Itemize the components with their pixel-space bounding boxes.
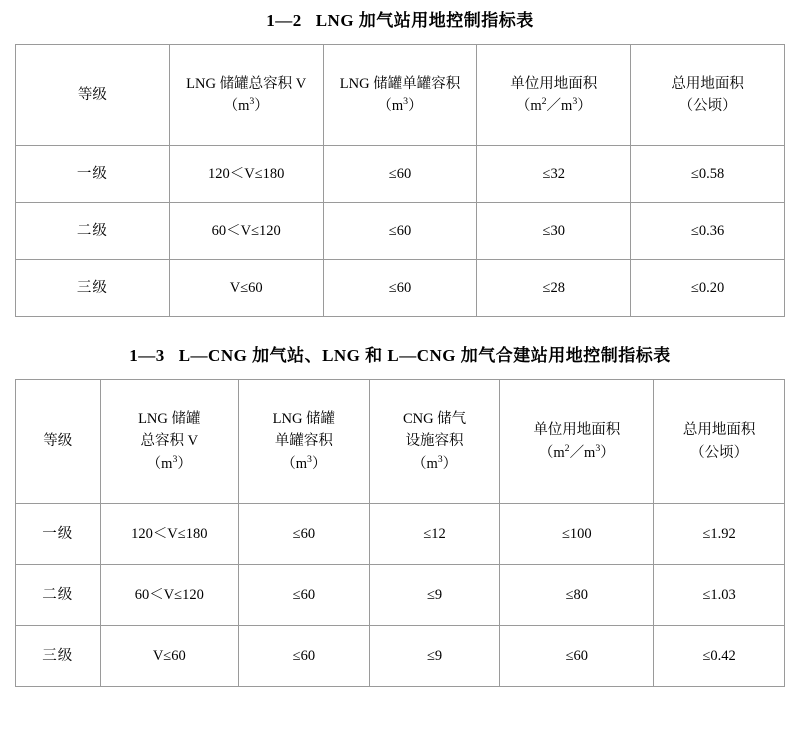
cell-lng-total-volume: V≤60 bbox=[169, 260, 323, 317]
cell-cng-storage-volume: ≤9 bbox=[369, 626, 500, 687]
column-header-lng-single-tank-volume: LNG 储罐 单罐容积 $(m^3)$ bbox=[238, 380, 369, 504]
column-header-total-land-area: 总用地面积 （公顷） bbox=[654, 380, 785, 504]
cell-level: 二级 bbox=[16, 565, 101, 626]
cell-unit-land-area: ≤30 bbox=[477, 203, 631, 260]
column-header-cng-storage-volume: CNG 储气 设施容积 $(m^3)$ bbox=[369, 380, 500, 504]
column-header-total-land-area: 总用地面积 （公顷） bbox=[631, 45, 785, 146]
table-row bbox=[16, 203, 785, 260]
table-header-row bbox=[16, 380, 785, 504]
cell-lng-single-tank-volume: ≤60 bbox=[238, 565, 369, 626]
cell-level: 二级 bbox=[16, 203, 170, 260]
cell-unit-land-area: ≤60 bbox=[500, 626, 654, 687]
cell-cng-storage-volume: ≤9 bbox=[369, 565, 500, 626]
caption-number: 1—2 bbox=[266, 11, 302, 30]
cell-lng-single-tank-volume: ≤60 bbox=[238, 504, 369, 565]
cell-unit-land-area: ≤28 bbox=[477, 260, 631, 317]
cell-level: 一级 bbox=[16, 146, 170, 203]
column-header-level: 等级 bbox=[16, 45, 170, 146]
table-caption-1-3 bbox=[0, 317, 800, 379]
cell-total-land-area: ≤0.58 bbox=[631, 146, 785, 203]
column-header-lng-single-tank-volume: LNG 储罐单罐容积 $(m^3)$ bbox=[323, 45, 477, 146]
cell-total-land-area: ≤1.92 bbox=[654, 504, 785, 565]
cell-lng-single-tank-volume: ≤60 bbox=[323, 203, 477, 260]
cell-total-land-area: ≤0.36 bbox=[631, 203, 785, 260]
column-header-level: 等级 bbox=[16, 380, 101, 504]
caption-title: L—CNG 加气站、LNG 和 L—CNG 加气合建站用地控制指标表 bbox=[178, 346, 671, 365]
table-row bbox=[16, 504, 785, 565]
cell-unit-land-area: ≤80 bbox=[500, 565, 654, 626]
table-block-1-3 bbox=[0, 317, 800, 687]
column-header-lng-total-volume: LNG 储罐 总容积 V $(m^3)$ bbox=[100, 380, 238, 504]
cell-level: 一级 bbox=[16, 504, 101, 565]
cell-lng-total-volume: 120＜V≤180 bbox=[100, 504, 238, 565]
caption-title: LNG 加气站用地控制指标表 bbox=[315, 11, 534, 30]
caption-number: 1—3 bbox=[129, 346, 165, 365]
cell-lng-single-tank-volume: ≤60 bbox=[323, 260, 477, 317]
cell-level: 三级 bbox=[16, 260, 170, 317]
cell-total-land-area: ≤0.20 bbox=[631, 260, 785, 317]
cell-cng-storage-volume: ≤12 bbox=[369, 504, 500, 565]
table-row bbox=[16, 146, 785, 203]
table-row bbox=[16, 260, 785, 317]
cell-level: 三级 bbox=[16, 626, 101, 687]
column-header-unit-land-area: 单位用地面积 $(m^2/m^3)$ bbox=[500, 380, 654, 504]
land-use-index-table-lcng bbox=[15, 379, 785, 687]
column-header-lng-total-volume: LNG 储罐总容积 V $(m^3)$ bbox=[169, 45, 323, 146]
table-row bbox=[16, 626, 785, 687]
table-header-row bbox=[16, 45, 785, 146]
cell-unit-land-area: ≤32 bbox=[477, 146, 631, 203]
cell-lng-total-volume: V≤60 bbox=[100, 626, 238, 687]
cell-lng-total-volume: 60＜V≤120 bbox=[169, 203, 323, 260]
cell-lng-total-volume: 60＜V≤120 bbox=[100, 565, 238, 626]
cell-unit-land-area: ≤100 bbox=[500, 504, 654, 565]
cell-lng-single-tank-volume: ≤60 bbox=[323, 146, 477, 203]
cell-total-land-area: ≤1.03 bbox=[654, 565, 785, 626]
table-block-1-2 bbox=[0, 0, 800, 317]
land-use-index-table-lng bbox=[15, 44, 785, 317]
table-caption-1-2 bbox=[0, 0, 800, 44]
column-header-unit-land-area: 单位用地面积 $(m^2/m^3)$ bbox=[477, 45, 631, 146]
cell-lng-single-tank-volume: ≤60 bbox=[238, 626, 369, 687]
cell-lng-total-volume: 120＜V≤180 bbox=[169, 146, 323, 203]
cell-total-land-area: ≤0.42 bbox=[654, 626, 785, 687]
table-row bbox=[16, 565, 785, 626]
